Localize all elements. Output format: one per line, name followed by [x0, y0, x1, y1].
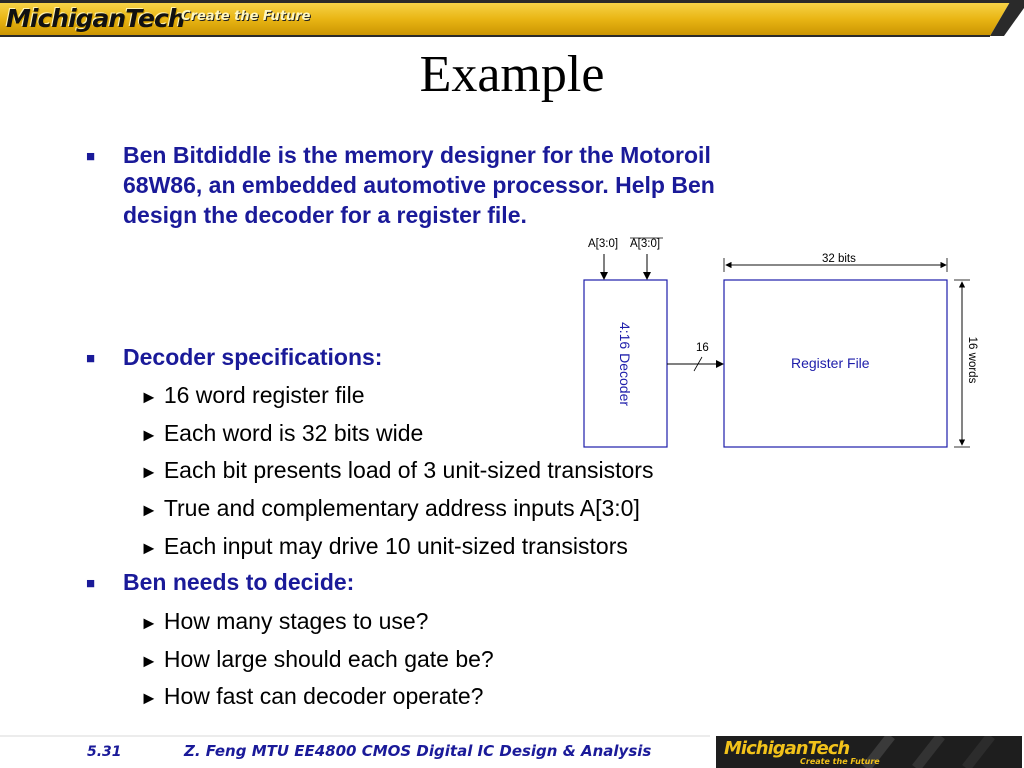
bullet-1-line-3: design the decoder for a register file. [123, 202, 527, 228]
bullet-marker: ■ [86, 350, 96, 367]
footer-logo [716, 736, 1022, 768]
bullet-marker: ■ [86, 575, 96, 592]
michigantech-logo [6, 3, 185, 33]
decoder-label: 4:16 Decoder [617, 321, 633, 407]
bus-width-label: 16 [696, 342, 709, 354]
sub-bullet [140, 531, 628, 563]
sub-bullet [140, 418, 423, 450]
page-number: 5.31 [87, 744, 122, 760]
header-tagline: Create the Future [181, 9, 311, 24]
input-a-label: A[3:0] [588, 238, 619, 250]
arrow-icon: ► [140, 613, 158, 633]
sub-bullet-text: How fast can decoder operate? [163, 683, 484, 709]
header-banner [0, 0, 1024, 40]
sub-bullet-text: Each word is 32 bits wide [163, 420, 424, 446]
sub-bullet-text: How large should each gate be? [163, 646, 494, 672]
slide-title: Example [419, 46, 605, 103]
course-title: Z. Feng MTU EE4800 CMOS Digital IC Design & Analysis [184, 742, 652, 760]
sub-bullet [140, 681, 483, 713]
bullet-3-heading: Ben needs to decide: [123, 569, 355, 595]
sub-bullet [140, 606, 428, 638]
footer-logo-tagline: Create the Future [800, 757, 880, 766]
sub-bullet-text: Each bit presents load of 3 unit-sized transistors [163, 457, 654, 483]
sub-bullet [140, 644, 494, 676]
arrow-icon: ► [140, 651, 158, 671]
bullet-1-line-1: Ben Bitdiddle is the memory designer for the Motoroil [123, 142, 711, 168]
bullet-1-line-2: 68W86, an embedded automotive processor. Help Ben [123, 172, 715, 198]
width-label: 32 bits [822, 253, 856, 265]
sub-bullet-text: True and complementary address inputs A[3:0] [163, 495, 640, 521]
sub-bullet [140, 493, 640, 525]
input-a-bar-label: A[3:0] [630, 238, 661, 250]
footer [0, 734, 1024, 768]
sub-bullet-text: How many stages to use? [163, 608, 429, 634]
decoder-diagram [570, 232, 990, 462]
sub-bullet [140, 380, 365, 412]
footer-logo-text: MichiganTech [724, 738, 850, 759]
register-file-label: Register File [791, 355, 870, 371]
arrow-icon: ► [140, 538, 158, 558]
logo-text: MichiganTech [6, 3, 185, 33]
sub-bullet-text: Each input may drive 10 unit-sized transistors [163, 533, 628, 559]
arrow-icon: ► [140, 425, 158, 445]
arrow-icon: ► [140, 688, 158, 708]
arrow-icon: ► [140, 462, 158, 482]
diagram-graphics [570, 232, 990, 462]
arrow-icon: ► [140, 387, 158, 407]
sub-bullet-text: 16 word register file [163, 382, 365, 408]
arrow-icon: ► [140, 500, 158, 520]
bullet-marker: ■ [86, 148, 96, 165]
bullet-2-heading: Decoder specifications: [123, 344, 383, 370]
height-label: 16 words [966, 336, 978, 384]
